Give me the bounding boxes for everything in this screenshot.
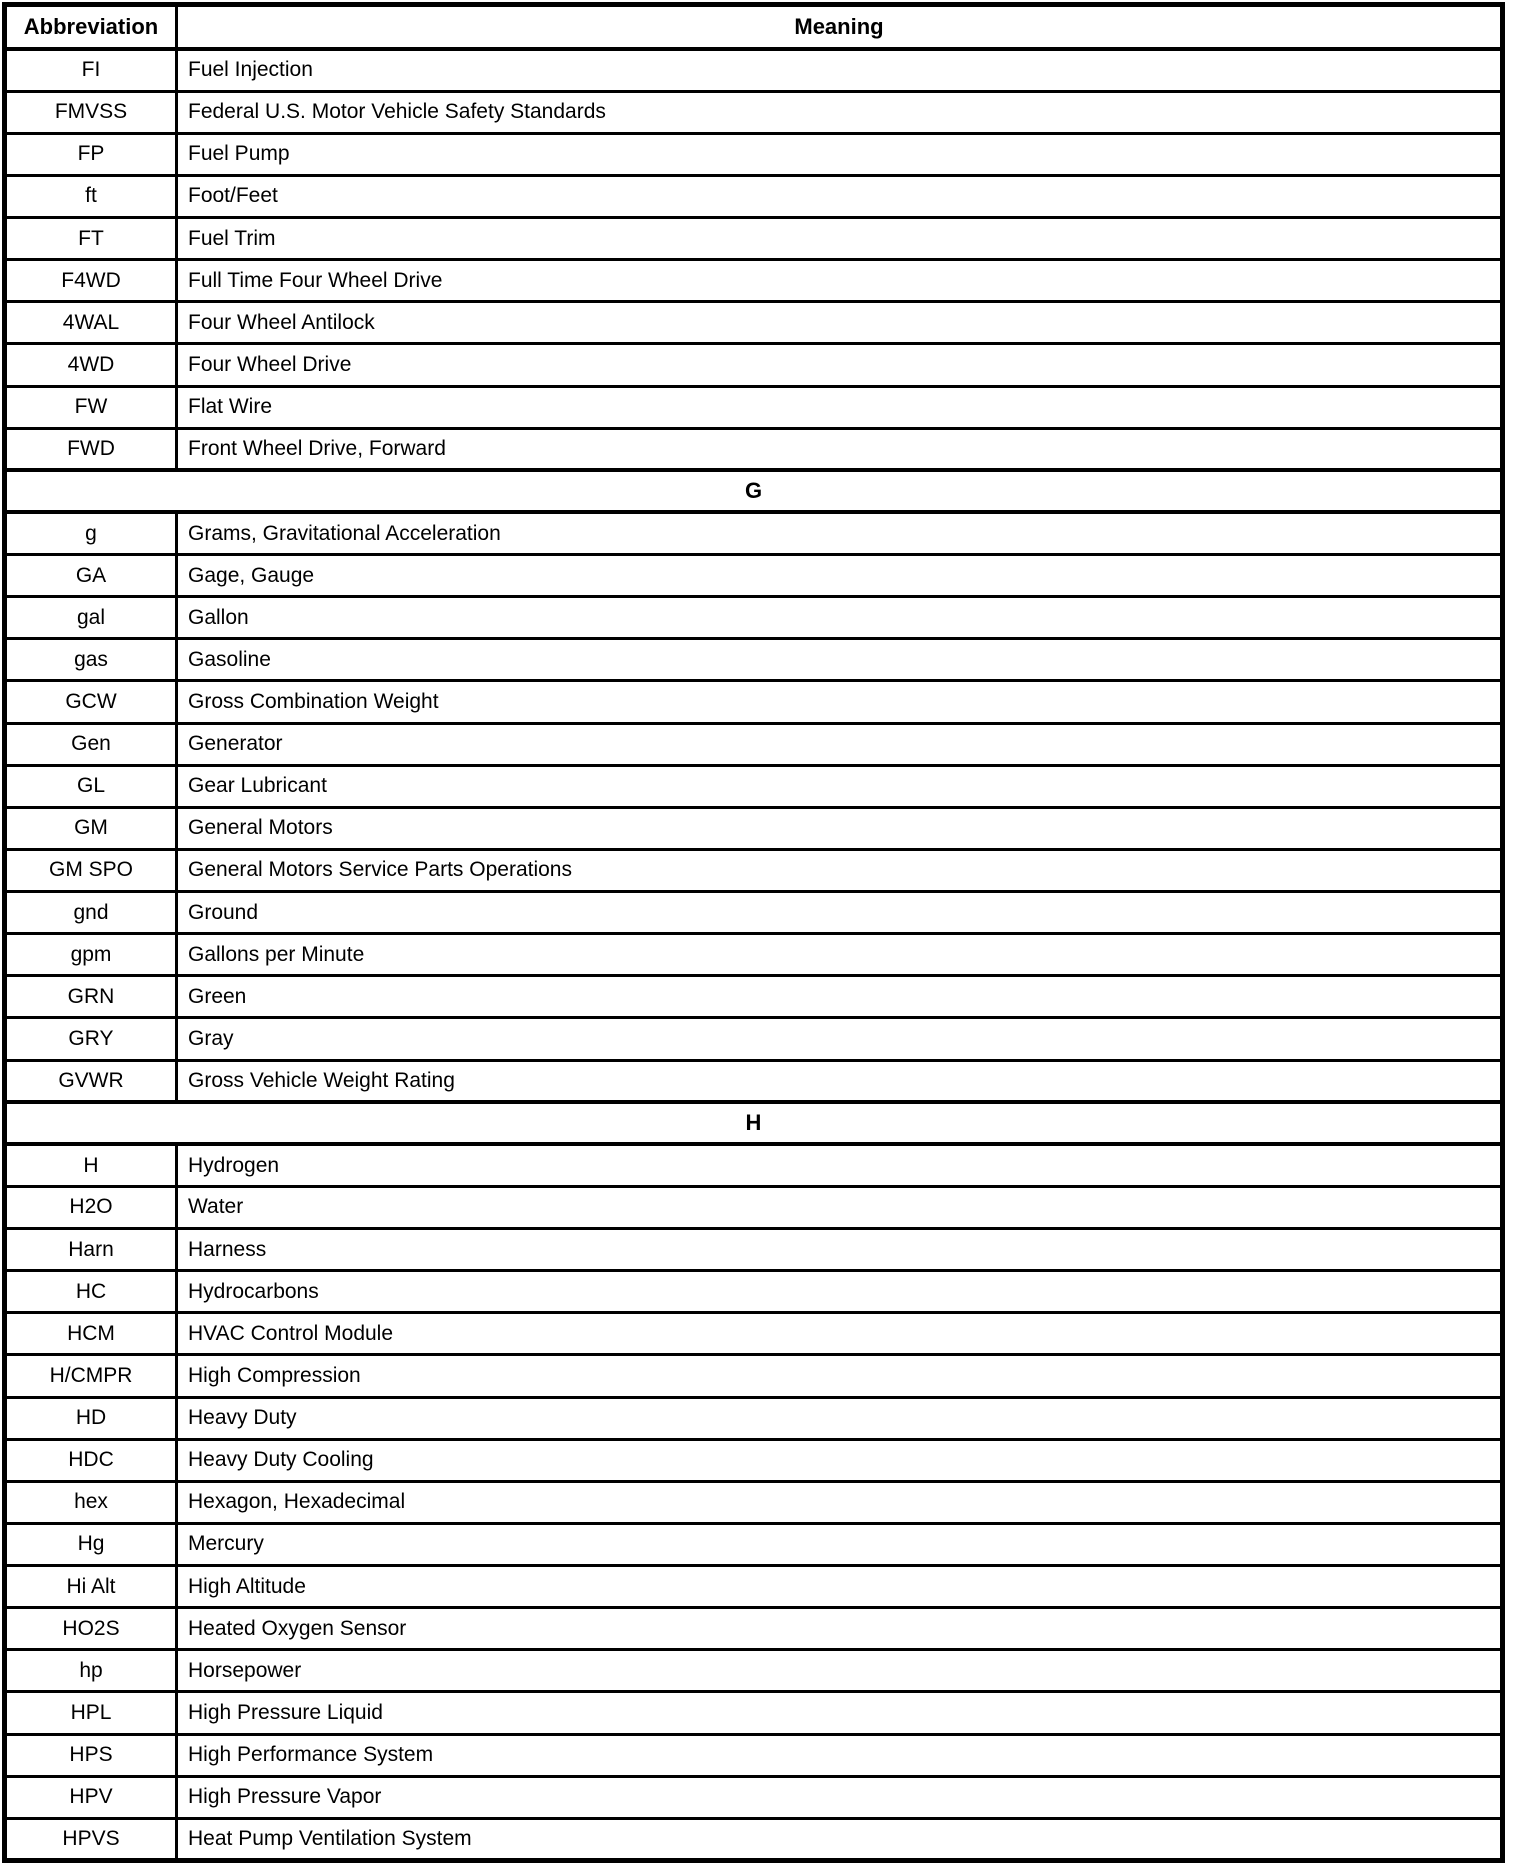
meaning-cell: High Pressure Liquid [177, 1692, 1503, 1734]
meaning-cell: Gear Lubricant [177, 765, 1503, 807]
meaning-cell: High Compression [177, 1355, 1503, 1397]
meaning-cell: Four Wheel Antilock [177, 302, 1503, 344]
table-row [5, 1650, 1503, 1692]
meaning-cell: General Motors [177, 807, 1503, 849]
abbreviation-cell: hex [5, 1481, 177, 1523]
document-page [0, 2, 1520, 1863]
abbreviation-cell: FW [5, 386, 177, 428]
table-row [5, 1818, 1503, 1860]
table-row [5, 302, 1503, 344]
table-row [5, 1355, 1503, 1397]
meaning-cell: Ground [177, 892, 1503, 934]
abbreviation-cell: GRN [5, 976, 177, 1018]
meaning-cell: Heated Oxygen Sensor [177, 1608, 1503, 1650]
abbreviation-cell: FT [5, 218, 177, 260]
table-row [5, 1523, 1503, 1565]
abbreviation-cell: Hi Alt [5, 1566, 177, 1608]
meaning-cell: Fuel Trim [177, 218, 1503, 260]
abbreviation-cell: 4WD [5, 344, 177, 386]
meaning-cell: Grams, Gravitational Acceleration [177, 512, 1503, 554]
abbreviation-cell: Gen [5, 723, 177, 765]
abbreviation-cell: g [5, 512, 177, 554]
abbreviation-cell: gnd [5, 892, 177, 934]
meaning-cell: Generator [177, 723, 1503, 765]
abbreviation-cell: gpm [5, 934, 177, 976]
abbreviation-cell: FMVSS [5, 91, 177, 133]
table-row [5, 807, 1503, 849]
abbreviation-cell: ft [5, 175, 177, 217]
abbreviation-cell: GVWR [5, 1060, 177, 1102]
abbreviation-cell: HD [5, 1397, 177, 1439]
meaning-cell: Foot/Feet [177, 175, 1503, 217]
table-row [5, 849, 1503, 891]
table-row [5, 723, 1503, 765]
table-row [5, 91, 1503, 133]
abbreviation-cell: F4WD [5, 260, 177, 302]
table-row [5, 175, 1503, 217]
meaning-cell: Federal U.S. Motor Vehicle Safety Standards [177, 91, 1503, 133]
table-row [5, 1229, 1503, 1271]
abbreviation-cell: gal [5, 597, 177, 639]
table-row [5, 1439, 1503, 1481]
meaning-cell: Flat Wire [177, 386, 1503, 428]
abbreviation-cell: GM SPO [5, 849, 177, 891]
table-row [5, 639, 1503, 681]
abbreviations-table [2, 2, 1505, 1863]
table-row [5, 1608, 1503, 1650]
abbreviation-cell: H [5, 1144, 177, 1186]
meaning-cell: High Altitude [177, 1566, 1503, 1608]
abbreviation-cell: H/CMPR [5, 1355, 177, 1397]
abbreviation-cell: HPL [5, 1692, 177, 1734]
table-row [5, 1397, 1503, 1439]
abbreviation-cell: 4WAL [5, 302, 177, 344]
meaning-cell: Harness [177, 1229, 1503, 1271]
abbreviation-cell: HO2S [5, 1608, 177, 1650]
table-row [5, 512, 1503, 554]
column-header-meaning: Meaning [177, 5, 1503, 50]
meaning-cell: Gallon [177, 597, 1503, 639]
meaning-cell: HVAC Control Module [177, 1313, 1503, 1355]
meaning-cell: Gross Combination Weight [177, 681, 1503, 723]
table-row [5, 597, 1503, 639]
table-header [5, 5, 1503, 50]
table-row [5, 1776, 1503, 1818]
table-row [5, 1060, 1503, 1102]
section-label: G [5, 470, 1503, 512]
meaning-cell: Hydrocarbons [177, 1271, 1503, 1313]
abbreviation-cell: HPV [5, 1776, 177, 1818]
table-row [5, 1271, 1503, 1313]
meaning-cell: Green [177, 976, 1503, 1018]
meaning-cell: Water [177, 1186, 1503, 1228]
header-row [5, 5, 1503, 50]
meaning-cell: High Pressure Vapor [177, 1776, 1503, 1818]
abbreviation-cell: HCM [5, 1313, 177, 1355]
table-row [5, 1144, 1503, 1186]
meaning-cell: Heavy Duty [177, 1397, 1503, 1439]
meaning-cell: General Motors Service Parts Operations [177, 849, 1503, 891]
table-row [5, 260, 1503, 302]
meaning-cell: Gross Vehicle Weight Rating [177, 1060, 1503, 1102]
abbreviation-cell: gas [5, 639, 177, 681]
meaning-cell: High Performance System [177, 1734, 1503, 1776]
table-row [5, 344, 1503, 386]
table-row [5, 1692, 1503, 1734]
meaning-cell: Four Wheel Drive [177, 344, 1503, 386]
abbreviation-cell: HC [5, 1271, 177, 1313]
table-row [5, 1018, 1503, 1060]
table-row [5, 1186, 1503, 1228]
meaning-cell: Gage, Gauge [177, 555, 1503, 597]
table-row [5, 1481, 1503, 1523]
abbreviation-cell: FI [5, 49, 177, 91]
table-row [5, 386, 1503, 428]
abbreviation-cell: Hg [5, 1523, 177, 1565]
abbreviation-cell: GL [5, 765, 177, 807]
meaning-cell: Hydrogen [177, 1144, 1503, 1186]
table-row [5, 555, 1503, 597]
abbreviation-cell: H2O [5, 1186, 177, 1228]
meaning-cell: Full Time Four Wheel Drive [177, 260, 1503, 302]
table-row [5, 976, 1503, 1018]
table-row [5, 49, 1503, 91]
abbreviation-cell: FWD [5, 428, 177, 470]
meaning-cell: Front Wheel Drive, Forward [177, 428, 1503, 470]
abbreviation-cell: GCW [5, 681, 177, 723]
meaning-cell: Heavy Duty Cooling [177, 1439, 1503, 1481]
abbreviation-cell: Harn [5, 1229, 177, 1271]
abbreviation-cell: GRY [5, 1018, 177, 1060]
abbreviation-cell: HDC [5, 1439, 177, 1481]
table-row [5, 934, 1503, 976]
meaning-cell: Hexagon, Hexadecimal [177, 1481, 1503, 1523]
table-row [5, 765, 1503, 807]
meaning-cell: Horsepower [177, 1650, 1503, 1692]
table-row [5, 892, 1503, 934]
meaning-cell: Gray [177, 1018, 1503, 1060]
meaning-cell: Heat Pump Ventilation System [177, 1818, 1503, 1860]
abbreviation-cell: FP [5, 133, 177, 175]
abbreviation-cell: HPVS [5, 1818, 177, 1860]
section-label: H [5, 1102, 1503, 1144]
meaning-cell: Mercury [177, 1523, 1503, 1565]
table-row [5, 681, 1503, 723]
abbreviation-cell: GM [5, 807, 177, 849]
table-row [5, 1566, 1503, 1608]
table-body [5, 49, 1503, 1861]
section-header-row [5, 1102, 1503, 1144]
table-row [5, 428, 1503, 470]
meaning-cell: Gallons per Minute [177, 934, 1503, 976]
meaning-cell: Gasoline [177, 639, 1503, 681]
column-header-abbreviation: Abbreviation [5, 5, 177, 50]
abbreviation-cell: GA [5, 555, 177, 597]
meaning-cell: Fuel Pump [177, 133, 1503, 175]
abbreviation-cell: HPS [5, 1734, 177, 1776]
meaning-cell: Fuel Injection [177, 49, 1503, 91]
section-header-row [5, 470, 1503, 512]
table-row [5, 133, 1503, 175]
table-row [5, 1734, 1503, 1776]
abbreviation-cell: hp [5, 1650, 177, 1692]
table-row [5, 1313, 1503, 1355]
table-row [5, 218, 1503, 260]
